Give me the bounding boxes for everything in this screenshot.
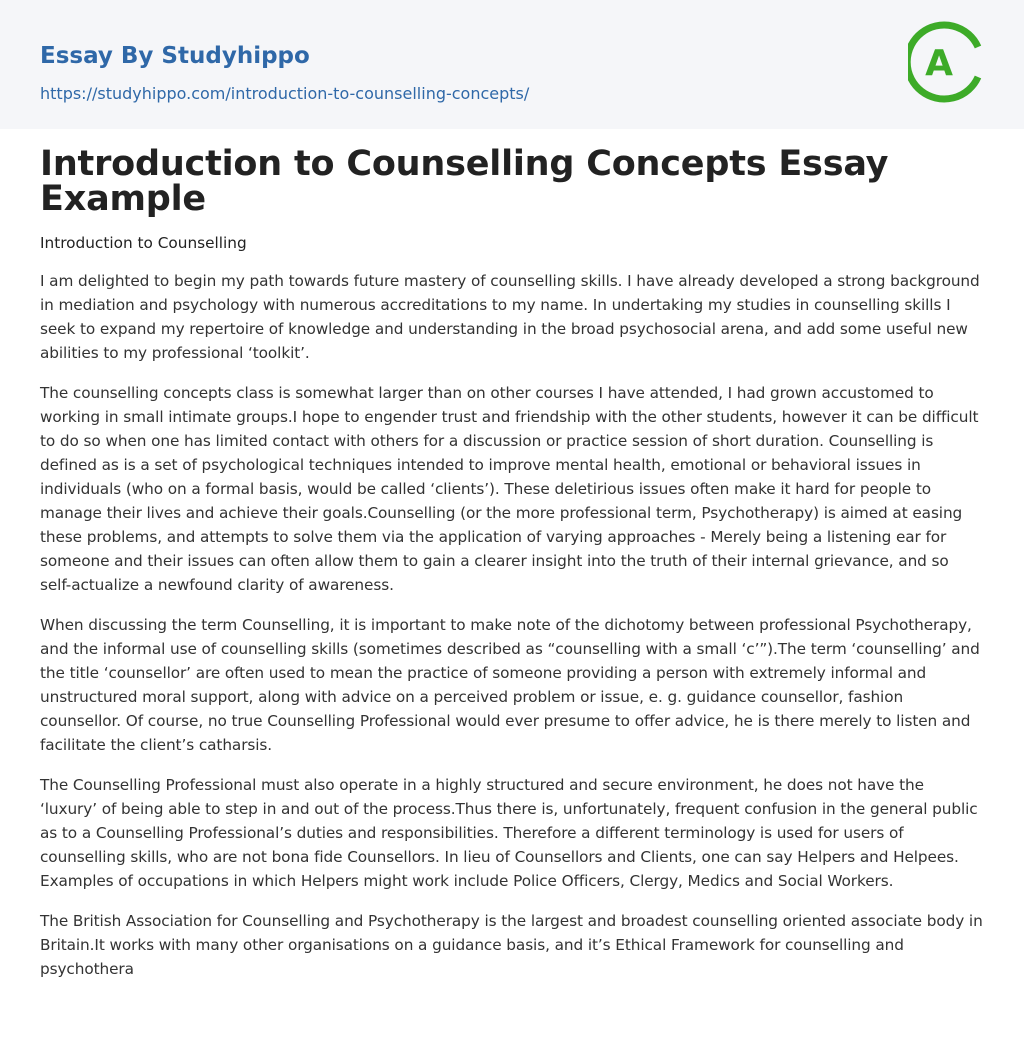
essay-paragraph: When discussing the term Counselling, it is important to make note of the dichotomy between professional Psychotherapy, and the informal use of counselling skills (sometimes described as “counselling with a small ‘c’”).The term ‘counselling’ and the title ‘counsellor’ are often used to mean the practice of someone providing a person with extremely informal and unstructured moral support, along with advice on a perceived problem or issue, e. g. guidance counsellor, fashion counsellor. Of course, no true Counselling Professional would ever presume to offer advice, he is there merely to listen and facilitate the client’s catharsis. [40, 616, 980, 754]
article-url-link[interactable]: https://studyhippo.com/introduction-to-counselling-concepts/ [40, 84, 530, 103]
site-header [0, 0, 1024, 129]
logo-letter: A [925, 43, 953, 84]
essay-paragraph: The British Association for Counselling and Psychotherapy is the largest and broadest counselling oriented associate body in Britain.It works with many other organisations on a guidance basis, and it’s Ethical Framework for counselling and psychothera [40, 912, 983, 978]
essay-title: Introduction to Counselling Concepts Essay Example [40, 144, 889, 219]
studyhippo-logo-icon[interactable] [908, 19, 986, 105]
essay-paragraph: The Counselling Professional must also operate in a highly structured and secure environment, he does not have the ‘luxury’ of being able to step in and out of the process.Thus there is, unfortunately, frequent confusion in the general public as to a Counselling Professional’s duties and responsibilities. Therefore a different terminology is used for users of counselling skills, who are not bona fide Counsellors. In lieu of Counsellors and Clients, one can say Helpers and Helpees. Examples of occupations in which Helpers might work include Police Officers, Clergy, Medics and Social Workers. [40, 776, 978, 890]
essay-paragraph: The counselling concepts class is somewhat larger than on other courses I have attended, I had grown accustomed to working in small intimate groups.I hope to engender trust and friendship with the other students, however it can be difficult to do so when one has limited contact with others for a discussion or practice session of short duration. Counselling is defined as is a set of psychological techniques intended to improve mental health, emotional or behavioral issues in individuals (who on a formal basis, would be called ‘clients’). These deletirious issues often make it hard for people to manage their lives and achieve their goals.Counselling (or the more professional term, Psychotherapy) is aimed at easing these problems, and attempts to solve them via the application of varying approaches - Merely being a listening ear for someone and their issues can often allow them to gain a clearer insight into the truth of their internal grievance, and so self-actualize a newfound clarity of awareness. [40, 384, 979, 594]
article-content [0, 144, 1024, 981]
brand-title[interactable]: Essay By Studyhippo [40, 43, 310, 69]
essay-subtitle: Introduction to Counselling [40, 234, 247, 252]
essay-paragraph: I am delighted to begin my path towards future mastery of counselling skills. I have already developed a strong background in mediation and psychology with numerous accreditations to my name. In undertaking my studies in counselling skills I seek to expand my repertoire of knowledge and understanding in the broad psychosocial arena, and add some useful new abilities to my professional ‘toolkit’. [40, 272, 980, 362]
